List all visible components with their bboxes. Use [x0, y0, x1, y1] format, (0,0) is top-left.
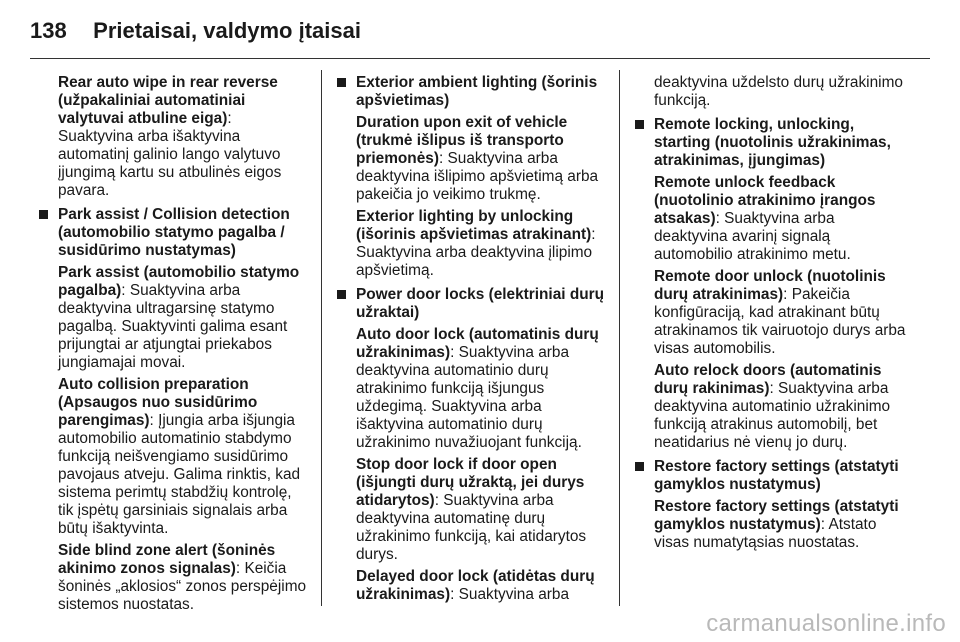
sub-item-term: Rear auto wipe in rear reverse (užpakaliniai automatiniai valytuvai atbuline eiga)	[58, 74, 278, 127]
list-item-heading: Park assist / Collision detection (automobilio statymo pagalba / susidūrimo nustatymas)	[58, 206, 290, 259]
sub-item	[356, 456, 606, 564]
list-item	[336, 286, 606, 604]
header-divider	[30, 58, 930, 59]
list-item-heading: Remote locking, unlocking, starting (nuotolinis užrakinimas, atrakinimas, įjungimas)	[654, 116, 891, 169]
sub-item	[58, 542, 308, 614]
column-2	[336, 74, 606, 610]
bullet-icon	[337, 78, 346, 87]
sub-item-term: Duration upon exit of vehicle (trukmė išlipus iš transporto priemonės)	[356, 114, 568, 167]
column-divider-1	[321, 70, 322, 606]
page-title: Prietaisai, valdymo įtaisai	[93, 18, 361, 43]
sub-item-term: Park assist (automobilio statymo pagalba)	[58, 264, 300, 299]
sub-item-desc: : Įjungia arba išjungia automobilio automatinio stabdymo funkciją neišvengiamo susidūrimo pavojaus atveju. Galima rinktis, kad sistema perimtų stabdžių kontrolę, tik įspėtų garsiniais signalais arba būtų išaktyvinta.	[58, 412, 301, 537]
sub-item-desc: : Atstato visas numatytąsias nuostatas.	[654, 516, 877, 551]
list-item-heading: Power door locks (elektriniai durų užraktai)	[356, 286, 605, 321]
column-divider-2	[619, 70, 620, 606]
sub-item-desc: : Suaktyvina arba deaktyvina avarinį signalą automobilio atrakinimo metu.	[654, 210, 851, 263]
sub-item-term: Stop door lock if door open (išjungti durų užraktą, jei durys atidarytos)	[356, 456, 585, 509]
sub-item	[58, 74, 308, 200]
sub-item-desc: : Suaktyvina arba deaktyvina išlipimo apšvietimą arba pakeičia jo veikimo trukmę.	[356, 150, 599, 203]
sub-item	[58, 264, 308, 372]
sub-item-desc: : Suaktyvina arba	[450, 586, 570, 603]
sub-item-term: Delayed door lock (atidėtas durų užrakinimas)	[356, 568, 595, 603]
sub-item	[654, 268, 906, 358]
sub-item-desc: : Suaktyvina arba deaktyvina automatinę durų užrakinimo funkciją, kai atidarytos durys.	[356, 492, 587, 563]
sub-item-term: Side blind zone alert (šoninės akinimo zonos signalas)	[58, 542, 276, 577]
sub-item-desc: : Suaktyvina arba deaktyvina automatinio užrakinimo funkciją atrakinus automobilį, bet neatidarius nė vienų jo durų.	[654, 380, 891, 451]
list-item	[634, 458, 906, 552]
list-item-heading: Restore factory settings (atstatyti gamyklos nustatymus)	[654, 458, 899, 493]
sub-item-desc: : Suaktyvina arba išaktyvina automatinį galinio lango valytuvo įjungimą kartu su atbulinės eigos pavara.	[58, 110, 282, 199]
page-number: 138	[30, 18, 67, 43]
list-item	[38, 206, 308, 614]
page-header	[30, 18, 361, 48]
sub-item-term: Restore factory settings (atstatyti gamyklos nustatymus)	[654, 498, 899, 533]
bullet-icon	[635, 462, 644, 471]
sub-item-desc: : Suaktyvina arba deaktyvina ultragarsinę statymo pagalbą. Suaktyvinti galima esant prijungtai ar atjungtai priekabos jungiamajai movai.	[58, 282, 288, 371]
sub-item-desc: : Suaktyvina arba deaktyvina automatinio durų atrakinimo funkciją išjungus uždegimą. Suaktyvina arba išaktyvina automatinio durų užrakinimo nuvažiuojant funkciją.	[356, 344, 582, 451]
bullet-icon	[635, 120, 644, 129]
sub-item-term: Auto collision preparation (Apsaugos nuo susidūrimo parengimas)	[58, 376, 258, 429]
sub-item	[356, 114, 606, 204]
sub-item-term: Auto door lock (automatinis durų užrakinimas)	[356, 326, 599, 361]
bullet-icon	[39, 210, 48, 219]
sub-item-desc: : Suaktyvina arba deaktyvina įlipimo apšvietimą.	[356, 226, 596, 279]
continued-text: deaktyvina uždelsto durų užrakinimo funkciją.	[654, 74, 903, 109]
sub-item-desc: : Keičia šoninės „aklosios“ zonos perspėjimo sistemos nuostatas.	[58, 560, 307, 613]
sub-item-term: Exterior lighting by unlocking (išorinis apšvietimas atrakinant)	[356, 208, 592, 243]
bullet-icon	[337, 290, 346, 299]
list-item	[634, 74, 906, 110]
sub-item-term: Remote unlock feedback (nuotolinio atrakinimo įrangos atsakas)	[654, 174, 876, 227]
sub-item-desc: : Pakeičia konfigūraciją, kad atrakinant būtų atrakinamos tik vairuotojo durys arba visas automobilis.	[654, 286, 906, 357]
list-item	[634, 116, 906, 452]
list-item	[336, 74, 606, 280]
sub-item-term: Auto relock doors (automatinis durų rakinimas)	[654, 362, 882, 397]
sub-item	[654, 362, 906, 452]
sub-item	[356, 568, 606, 604]
sub-item	[654, 174, 906, 264]
list-item-heading: Exterior ambient lighting (šorinis apšvietimas)	[356, 74, 598, 109]
watermark: carmanualsonline.info	[706, 610, 946, 637]
sub-item	[356, 208, 606, 280]
column-1	[38, 74, 308, 620]
column-3	[634, 74, 906, 558]
sub-item	[356, 326, 606, 452]
list-item	[38, 74, 308, 200]
sub-item	[654, 498, 906, 552]
sub-item	[58, 376, 308, 538]
sub-item-term: Remote door unlock (nuotolinis durų atrakinimas)	[654, 268, 886, 303]
